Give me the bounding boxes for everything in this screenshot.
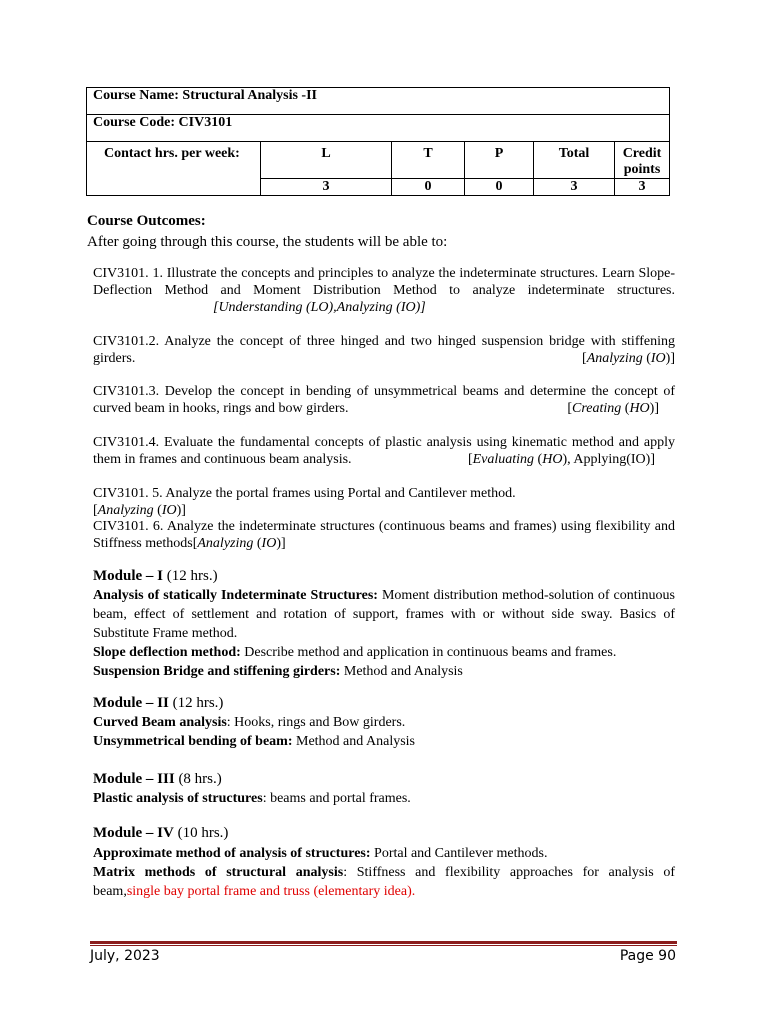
module-2-heading: Module – II (12 hrs.)	[93, 695, 224, 711]
value-p: 0	[465, 179, 534, 196]
course-code: Course Code: CIV3101	[87, 115, 670, 142]
module-3-heading: Module – III (8 hrs.)	[93, 771, 222, 787]
co4-tag: [Evaluating (HO), Applying(IO)]	[467, 452, 655, 467]
value-total: 3	[534, 179, 615, 196]
course-outcome-5	[93, 485, 675, 519]
footer-rule	[90, 941, 677, 944]
value-credit-points: 3	[615, 179, 670, 196]
value-l: 3	[261, 179, 392, 196]
module-1-heading: Module – I (12 hrs.)	[93, 568, 218, 584]
footer-rule-thin	[90, 945, 677, 946]
co1-text: CIV3101. 1. Illustrate the concepts and principles to analyze the indeterminate structures. Learn Slope-Deflection Method and Moment Distribution Method to analyze indeterminate structures.	[93, 266, 675, 298]
page-number: Page 90	[619, 948, 676, 964]
outcomes-intro: After going through this course, the students will be able to:	[87, 234, 448, 250]
course-outcome-6	[93, 518, 675, 552]
co3-text: CIV3101.3. Develop the concept in bending of unsymmetrical beams and determine the concept of curved beam in hooks, rings and bow girders.	[93, 384, 675, 416]
module-3-content: Plastic analysis of structures: beams and portal frames.	[93, 791, 411, 806]
course-outcome-4	[93, 434, 675, 468]
co3-tag: [Creating (HO)]	[567, 401, 659, 416]
course-outcome-3	[93, 383, 675, 417]
outcomes-title: Course Outcomes:	[87, 213, 206, 229]
co6-text: CIV3101. 6. Analyze the indeterminate structures (continuous beams and frames) using flexibility and Stiffness methods	[93, 519, 675, 551]
footer-date: July, 2023	[90, 948, 160, 964]
module-4-highlight: single bay portal frame and truss (elementary idea).	[126, 884, 416, 899]
header-credit-points: Credit points	[615, 142, 670, 179]
contact-hours-label: Contact hrs. per week:	[87, 142, 261, 196]
module-4-heading: Module – IV (10 hrs.)	[93, 825, 229, 841]
value-t: 0	[392, 179, 465, 196]
co6-tag: [Analyzing (IO)]	[192, 536, 286, 551]
course-outcome-2	[93, 333, 675, 367]
header-l: L	[261, 142, 392, 179]
course-info-table	[86, 87, 670, 196]
course-outcome-1	[93, 265, 675, 316]
co1-tag: [Understanding (LO),Analyzing (IO)]	[213, 300, 426, 315]
header-total: Total	[534, 142, 615, 179]
header-t: T	[392, 142, 465, 179]
module-2-content: Curved Beam analysis: Hooks, rings and Bow girders. Unsymmetrical bending of beam: Method and Analysis	[93, 715, 415, 749]
module-4-content: Approximate method of analysis of structures: Portal and Cantilever methods. Matrix methods of structural analysis: Stiffness and flexibility approaches for analysis of beam,single bay portal frame and truss (elementary idea).	[93, 846, 675, 899]
header-p: P	[465, 142, 534, 179]
co4-text: CIV3101.4. Evaluate the fundamental concepts of plastic analysis using kinematic method and apply them in frames and continuous beam analysis.	[93, 435, 675, 467]
co5-text: CIV3101. 5. Analyze the portal frames using Portal and Cantilever method.	[93, 486, 516, 501]
co2-tag: [Analyzing (IO)]	[582, 351, 675, 366]
co5-tag: [Analyzing (IO)]	[93, 503, 186, 518]
co2-text: CIV3101.2. Analyze the concept of three hinged and two hinged suspension bridge with stiffening girders.	[93, 334, 675, 366]
course-name: Course Name: Structural Analysis -II	[87, 88, 670, 115]
module-1-content: Analysis of statically Indeterminate Structures: Moment distribution method-solution of continuous beam, effect of settlement and rotation of support, frames with or without side sway. Basics of Substitute Frame method. Slope deflection method: Describe method and application in continuous beams and frames. Suspension Bridge and stiffening girders: Method and Analysis	[93, 588, 675, 679]
